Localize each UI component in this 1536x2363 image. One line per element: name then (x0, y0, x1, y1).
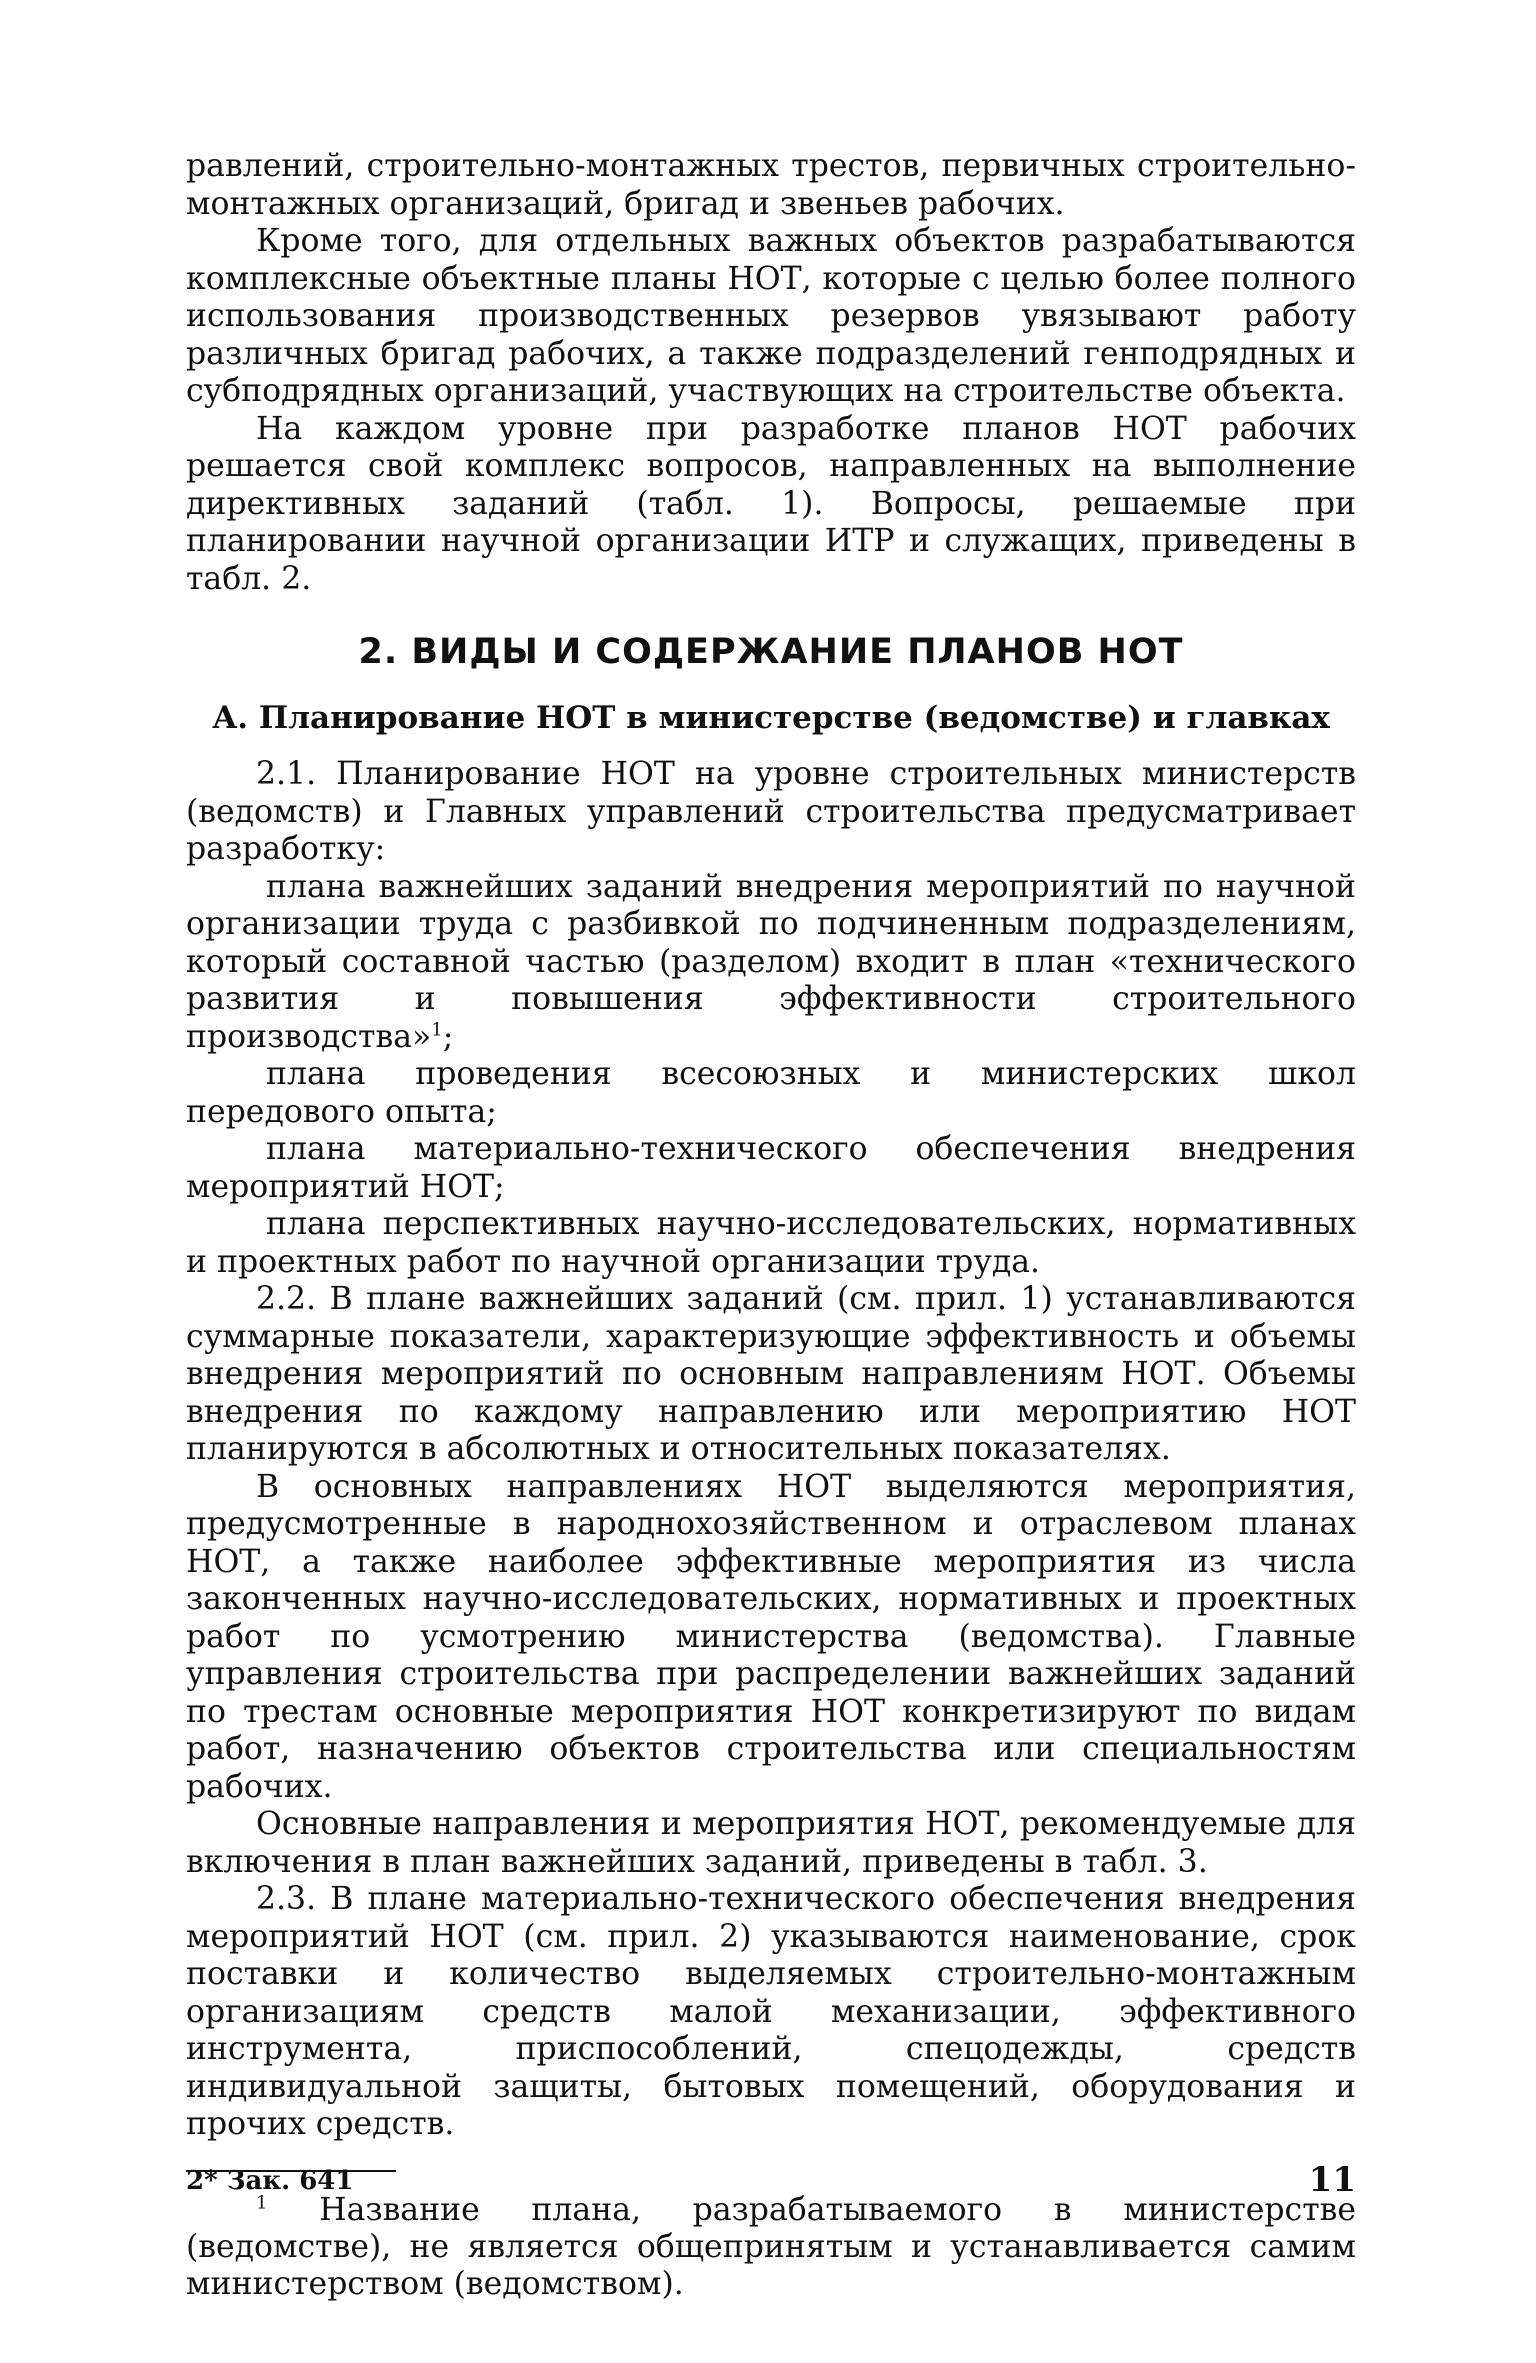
paragraph-main-directions: В основных направлениях НОТ выделяются мероприятия, предусмотренные в народнохозяйственном и отраслевом планах НОТ, а также наиболее эффективные мероприятия из числа законченных научно-исследовательских, нормативных и проектных работ по усмотрению министерства (ведомства). Главные управления строительства при распределении важнейших заданий по трестам основные мероприятия НОТ конкретизируют по видам работ, назначению объектов строительства или специальностям рабочих. (186, 1468, 1356, 1805)
list-item-plan-important-tasks: плана важнейших заданий внедрения мероприятий по научной организации труда с разбивкой по подчиненным подразделениям, который составной частью (разделом) входит в план «технического развития и повышения эффективности строительного производства»$^1$; (186, 868, 1356, 1055)
paragraph-table-3: Основные направления и мероприятия НОТ, рекомендуемые для включения в план важнейших заданий, приведены в табл. 3. (186, 1806, 1356, 1880)
paragraph-2-1: 2.1. Планирование НОТ на уровне строительных министерств (ведомств) и Главных управлений строительства предусматривает разработку: (186, 756, 1356, 867)
section-title: 2. ВИДЫ И СОДЕРЖАНИЕ ПЛАНОВ НОТ (358, 632, 1184, 672)
paragraph-continuation: равлений, строительно-монтажных трестов, первичных строительно-монтажных организаций, бригад и звеньев рабочих. (186, 148, 1356, 222)
paragraph-2-3: 2.3. В плане материально-технического обеспечения внедрения мероприятий НОТ (см. прил. 2) указываются наименование, срок поставки и количество выделяемых строительно-монтажным организациям средств малой механизации, эффективного инструмента, приспособлений, спецодежды, средств индивидуальной защиты, бытовых помещений, оборудования и прочих средств. (186, 1881, 1356, 2142)
paragraph-2-2: 2.2. В плане важнейших заданий (см. прил. 1) устанавливаются суммарные показатели, характеризующие эффективность и объемы внедрения мероприятий по основным направлениям НОТ. Объемы внедрения по каждому направлению или мероприятию НОТ планируются в абсолютных и относительных показателях. (186, 1281, 1356, 1467)
list-item-plan-research: плана перспективных научно-исследовательских, нормативных и проектных работ по научной организации труда. (186, 1206, 1356, 1280)
footnote-text: Название плана, разрабатываемого в министерстве (ведомстве), не является общепринятым и устанавливается самим министерством (ведомством). (186, 2191, 1356, 2302)
list-item-plan-schools: плана проведения всесоюзных и министерских школ передового опыта; (186, 1056, 1356, 1130)
subsection-title: А. Планирование НОТ в министерстве (ведомстве) и главках (212, 700, 1330, 736)
page-number: 11 (1308, 2160, 1356, 2200)
list-item-plan-supply: плана материально-технического обеспечения внедрения мероприятий НОТ; (186, 1131, 1356, 1205)
page-footer (186, 2160, 1356, 2210)
paragraph-levels: На каждом уровне при разработке планов НОТ рабочих решается свой комплекс вопросов, направленных на выполнение директивных заданий (табл. 1). Вопросы, решаемые при планировании научной организации ИТР и служащих, приведены в табл. 2. (186, 410, 1356, 597)
list-item-text: плана важнейших заданий внедрения мероприятий по научной организации труда с разбивкой по подчиненным подразделениям, который составной частью (разделом) входит в план «технического развития и повышения эффективности строительного производства» (186, 868, 1356, 1055)
footnote-mark: 1 (256, 2192, 268, 2213)
page-content (186, 148, 1356, 2303)
footnote-reference: 1 (431, 1019, 443, 1040)
paragraph-complex-plans: Кроме того, для отдельных важных объектов разрабатываются комплексные объектные планы НОТ, которые с целью более полного использования производственных резервов увязывают работу различных бригад рабочих, а также подразделений генподрядных и субподрядных организаций, участвующих на строительстве объекта. (186, 223, 1356, 409)
order-info: 2* Зак. 641 (186, 2166, 354, 2196)
